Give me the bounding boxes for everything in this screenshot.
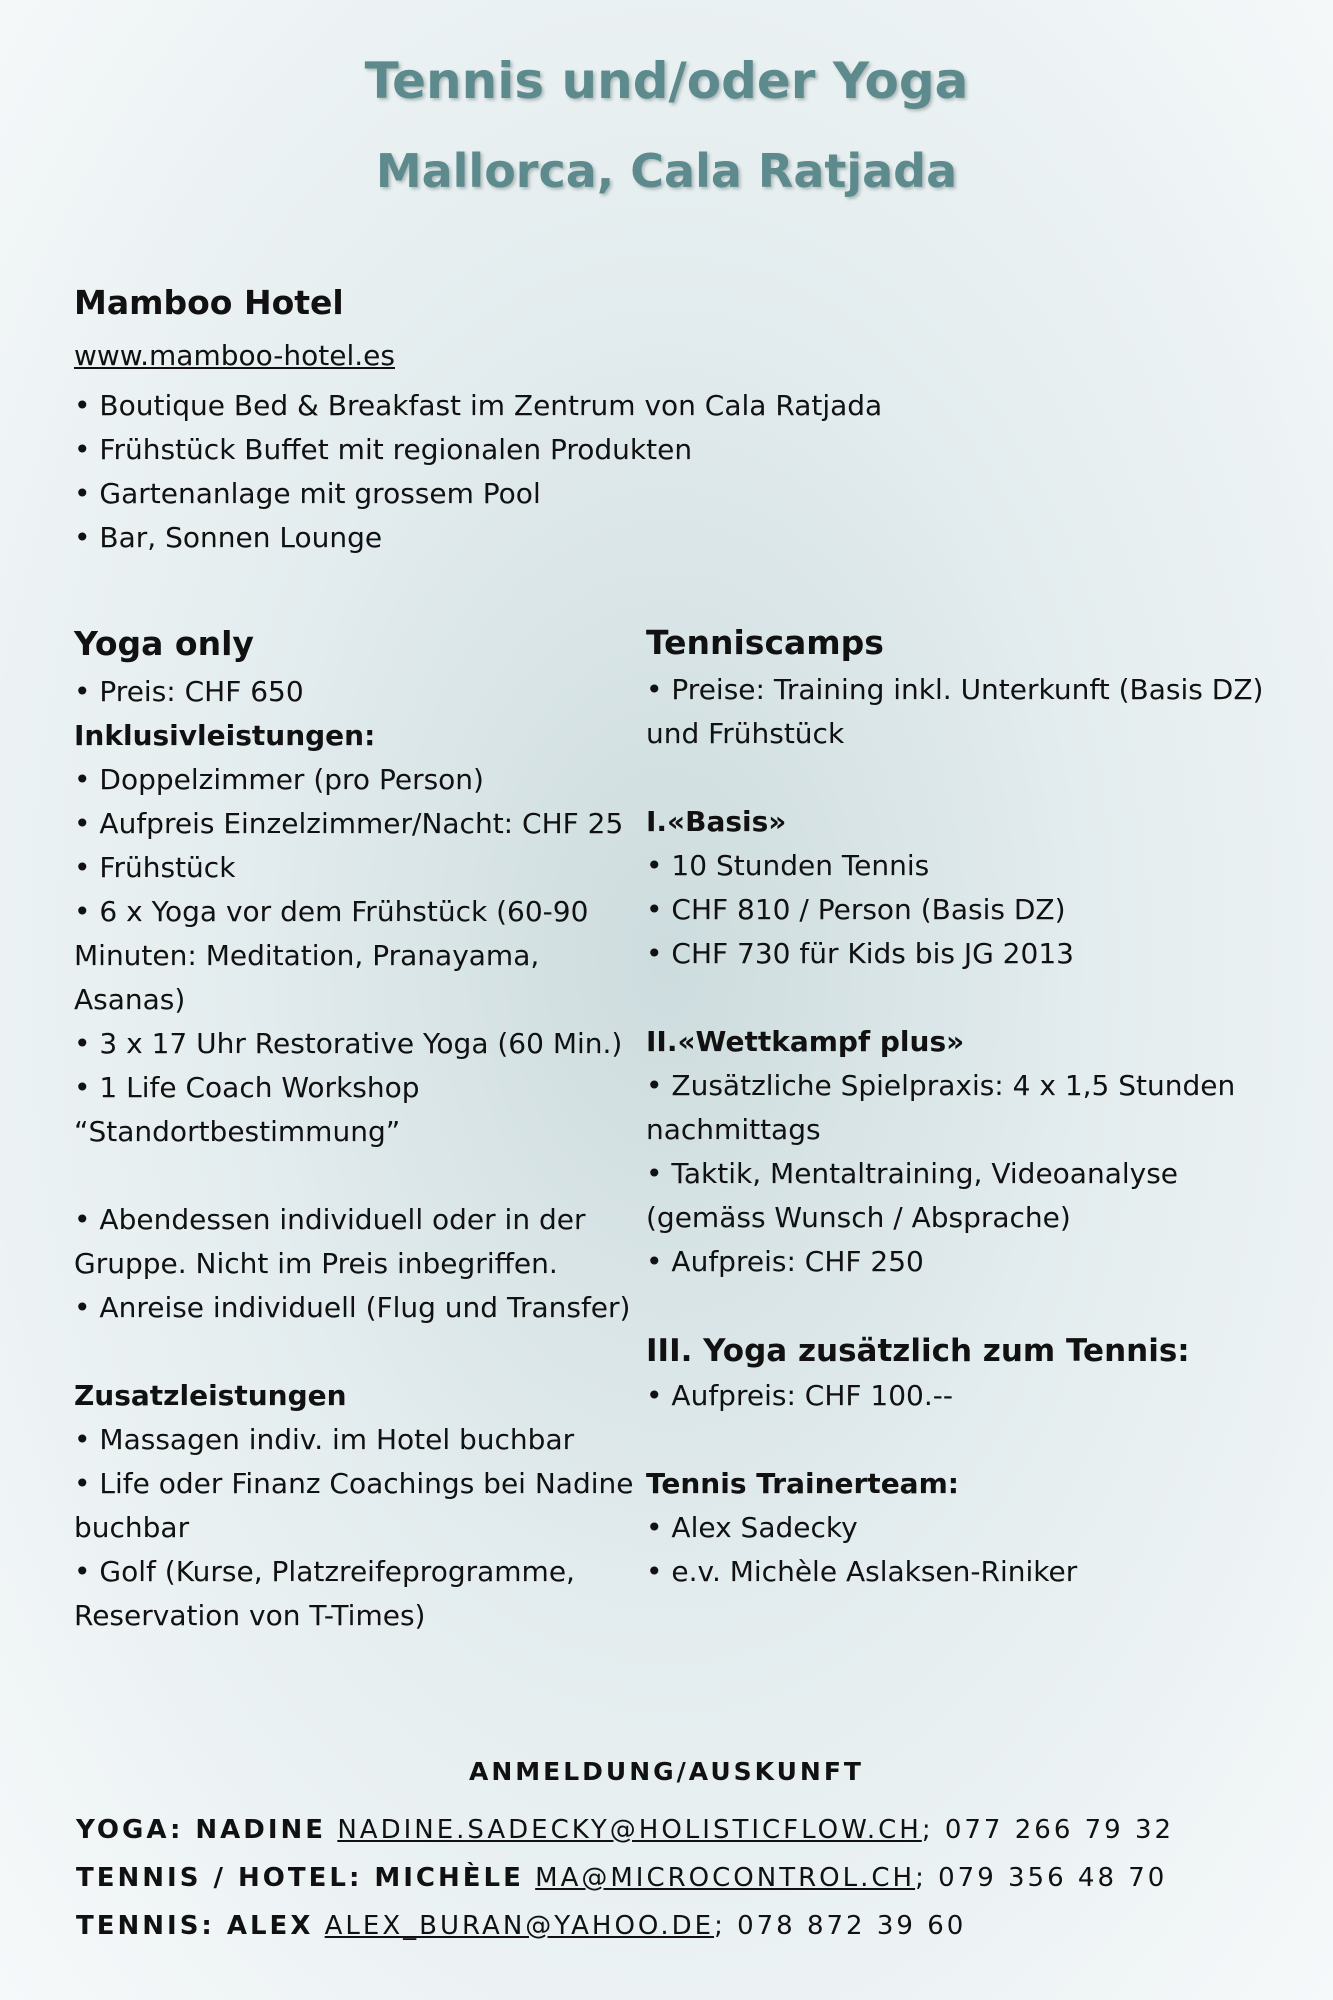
- yoga-incl-item: • 3 x 17 Uhr Restorative Yoga (60 Min.): [74, 1027, 623, 1060]
- contact-row: [76, 1902, 1306, 1950]
- hotel-feature: • Frühstück Buffet mit regionalen Produkten: [74, 433, 693, 466]
- yoga-incl-item: • 6 x Yoga vor dem Frühstück (60-90 Minuten: Meditation, Pranayama, Asanas): [74, 895, 589, 1016]
- tennis-team-member: • e.v. Michèle Aslaksen-Riniker: [646, 1555, 1078, 1588]
- tennis-wettkampf-heading: II.«Wettkampf plus»: [646, 1025, 965, 1058]
- yoga-note: • Anreise individuell (Flug und Transfer): [74, 1291, 631, 1324]
- tennis-basis-item: • CHF 810 / Person (Basis DZ): [646, 893, 1066, 926]
- hotel-name: Mamboo Hotel: [74, 283, 344, 322]
- yoga-extra-item: • Life oder Finanz Coachings bei Nadine buchbar: [74, 1467, 634, 1544]
- yoga-incl-item: • Doppelzimmer (pro Person): [74, 763, 484, 796]
- yoga-extras-heading: Zusatzleistungen: [74, 1379, 347, 1412]
- contact-row: [76, 1854, 1306, 1902]
- tennis-basis-item: • 10 Stunden Tennis: [646, 849, 930, 882]
- tennis-wettkampf-item: • Taktik, Mentaltraining, Videoanalyse (gemäss Wunsch / Absprache): [646, 1157, 1179, 1234]
- page-subtitle: Mallorca, Cala Ratjada: [375, 144, 958, 198]
- contact-email-link[interactable]: MA@MICROCONTROL.CH: [535, 1863, 916, 1893]
- contact-list: [76, 1806, 1306, 1950]
- yoga-heading: Yoga only: [74, 624, 254, 663]
- yoga-note: • Abendessen individuell oder in der Gruppe. Nicht im Preis inbegriffen.: [74, 1203, 586, 1280]
- yoga-incl-item: • Frühstück: [74, 851, 236, 884]
- tennis-team-heading: Tennis Trainerteam:: [646, 1467, 959, 1500]
- tennis-wettkampf-item: • Zusätzliche Spielpraxis: 4 x 1,5 Stunden nachmittags: [646, 1069, 1236, 1146]
- tennis-heading: Tenniscamps: [646, 623, 884, 662]
- hotel-feature: • Boutique Bed & Breakfast im Zentrum von Cala Ratjada: [74, 389, 883, 422]
- yoga-incl-item: • 1 Life Coach Workshop “Standortbestimmung”: [74, 1071, 420, 1148]
- hotel-feature: • Gartenanlage mit grossem Pool: [74, 477, 541, 510]
- contact-phone: ; 079 356 48 70: [915, 1863, 1168, 1893]
- yoga-column: [74, 618, 634, 1638]
- yoga-price: • Preis: CHF 650: [74, 675, 304, 708]
- tennis-yoga-addon-heading: III. Yoga zusätzlich zum Tennis:: [646, 1333, 1190, 1369]
- contact-email-link[interactable]: ALEX_BURAN@YAHOO.DE: [324, 1911, 715, 1941]
- contact-label: TENNIS / HOTEL: MICHÈLE: [76, 1863, 524, 1893]
- tennis-prices: • Preise: Training inkl. Unterkunft (Basis DZ) und Frühstück: [646, 673, 1264, 750]
- tennis-wettkampf-item: • Aufpreis: CHF 250: [646, 1245, 924, 1278]
- contact-label: YOGA: NADINE: [76, 1815, 327, 1845]
- hotel-section: [74, 278, 1254, 560]
- contact-label: TENNIS: ALEX: [76, 1911, 314, 1941]
- yoga-incl-item: • Aufpreis Einzelzimmer/Nacht: CHF 25: [74, 807, 624, 840]
- contact-title: ANMELDUNG/AUSKUNFT: [469, 1757, 864, 1786]
- tennis-basis-heading: I.«Basis»: [646, 805, 787, 838]
- yoga-extra-item: • Golf (Kurse, Platzreifeprogramme, Reservation von T-Times): [74, 1555, 575, 1632]
- tennis-column: [646, 618, 1266, 1594]
- contact-row: [76, 1806, 1306, 1854]
- hotel-feature: • Bar, Sonnen Lounge: [74, 521, 383, 554]
- yoga-extra-item: • Massagen indiv. im Hotel buchbar: [74, 1423, 575, 1456]
- tennis-basis-item: • CHF 730 für Kids bis JG 2013: [646, 937, 1074, 970]
- yoga-incl-heading: Inklusivleistungen:: [74, 719, 376, 752]
- contact-phone: ; 077 266 79 32: [921, 1815, 1175, 1845]
- contact-email-link[interactable]: NADINE.SADECKY@HOLISTICFLOW.CH: [337, 1815, 922, 1845]
- contact-phone: ; 078 872 39 60: [714, 1911, 967, 1941]
- tennis-yoga-addon-price: • Aufpreis: CHF 100.--: [646, 1379, 953, 1412]
- tennis-team-member: • Alex Sadecky: [646, 1511, 858, 1544]
- hotel-website-link[interactable]: www.mamboo-hotel.es: [74, 339, 395, 372]
- page-title: Tennis und/oder Yoga: [364, 52, 969, 110]
